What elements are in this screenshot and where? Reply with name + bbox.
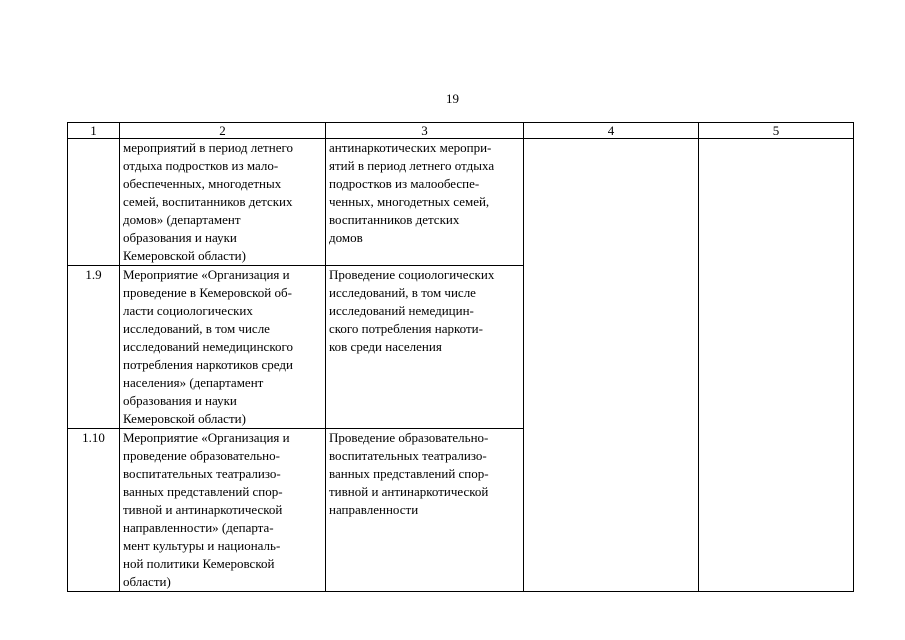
cell-line: ятий в период летнего отдыха xyxy=(329,158,495,173)
row-number-cell: 1.10 xyxy=(68,429,120,592)
measure-description-cell xyxy=(120,139,326,266)
result-description-cell xyxy=(326,139,524,266)
cell-line: обеспеченных, многодетных xyxy=(123,176,282,191)
cell-line: ласти социологических xyxy=(123,303,253,318)
cell-line: мент культуры и националь- xyxy=(123,538,281,553)
cell-line: ной политики Кемеровской xyxy=(123,556,275,571)
measure-description-cell xyxy=(120,266,326,429)
cell-line: ского потребления наркоти- xyxy=(329,321,483,336)
cell-line: Кемеровской области) xyxy=(123,248,246,263)
cell-line: Кемеровской области) xyxy=(123,411,246,426)
cell-line: потребления наркотиков среди xyxy=(123,357,293,372)
cell-line: тивной и антинаркотической xyxy=(329,484,489,499)
cell-line: Проведение социологических xyxy=(329,267,495,282)
cell-line: образования и науки xyxy=(123,230,237,245)
cell-line: области) xyxy=(123,574,171,589)
measures-table xyxy=(67,122,854,592)
cell-line: ванных представлений спор- xyxy=(123,484,283,499)
row-number-cell xyxy=(68,139,120,266)
result-description-cell xyxy=(326,429,524,592)
table-row xyxy=(68,139,854,266)
cell-line: исследований, в том числе xyxy=(329,285,476,300)
header-col-4: 4 xyxy=(524,123,699,139)
page-number: 19 xyxy=(446,91,459,106)
cell-line: тивной и антинаркотической xyxy=(123,502,283,517)
cell-line: воспитательных театрализо- xyxy=(329,448,487,463)
cell-line: подростков из малообеспе- xyxy=(329,176,480,191)
cell-line: домов xyxy=(329,230,363,245)
header-col-2: 2 xyxy=(120,123,326,139)
header-col-3: 3 xyxy=(326,123,524,139)
cell-line: ванных представлений спор- xyxy=(329,466,489,481)
cell-line: Проведение образовательно- xyxy=(329,430,489,445)
header-col-1: 1 xyxy=(68,123,120,139)
column-5-cell xyxy=(699,139,854,592)
header-row xyxy=(68,123,854,139)
result-description-cell xyxy=(326,266,524,429)
cell-line: семей, воспитанников детских xyxy=(123,194,293,209)
cell-line: Мероприятие «Организация и xyxy=(123,267,290,282)
row-number-cell: 1.9 xyxy=(68,266,120,429)
cell-line: воспитательных театрализо- xyxy=(123,466,281,481)
header-col-5: 5 xyxy=(699,123,854,139)
cell-line: направленности» (департа- xyxy=(123,520,274,535)
cell-line: исследований немедицинского xyxy=(123,339,293,354)
cell-line: проведение в Кемеровской об- xyxy=(123,285,292,300)
cell-line: исследований немедицин- xyxy=(329,303,474,318)
cell-line: антинаркотических меропри- xyxy=(329,140,492,155)
cell-line: Мероприятие «Организация и xyxy=(123,430,290,445)
cell-line: ченных, многодетных семей, xyxy=(329,194,490,209)
cell-line: проведение образовательно- xyxy=(123,448,280,463)
cell-line: мероприятий в период летнего xyxy=(123,140,293,155)
measure-description-cell xyxy=(120,429,326,592)
cell-line: исследований, в том числе xyxy=(123,321,270,336)
cell-line: направленности xyxy=(329,502,419,517)
cell-line: образования и науки xyxy=(123,393,237,408)
column-4-cell xyxy=(524,139,699,592)
cell-line: воспитанников детских xyxy=(329,212,460,227)
cell-line: населения» (департамент xyxy=(123,375,264,390)
cell-line: отдыха подростков из мало- xyxy=(123,158,279,173)
cell-line: домов» (департамент xyxy=(123,212,241,227)
cell-line: ков среди населения xyxy=(329,339,442,354)
